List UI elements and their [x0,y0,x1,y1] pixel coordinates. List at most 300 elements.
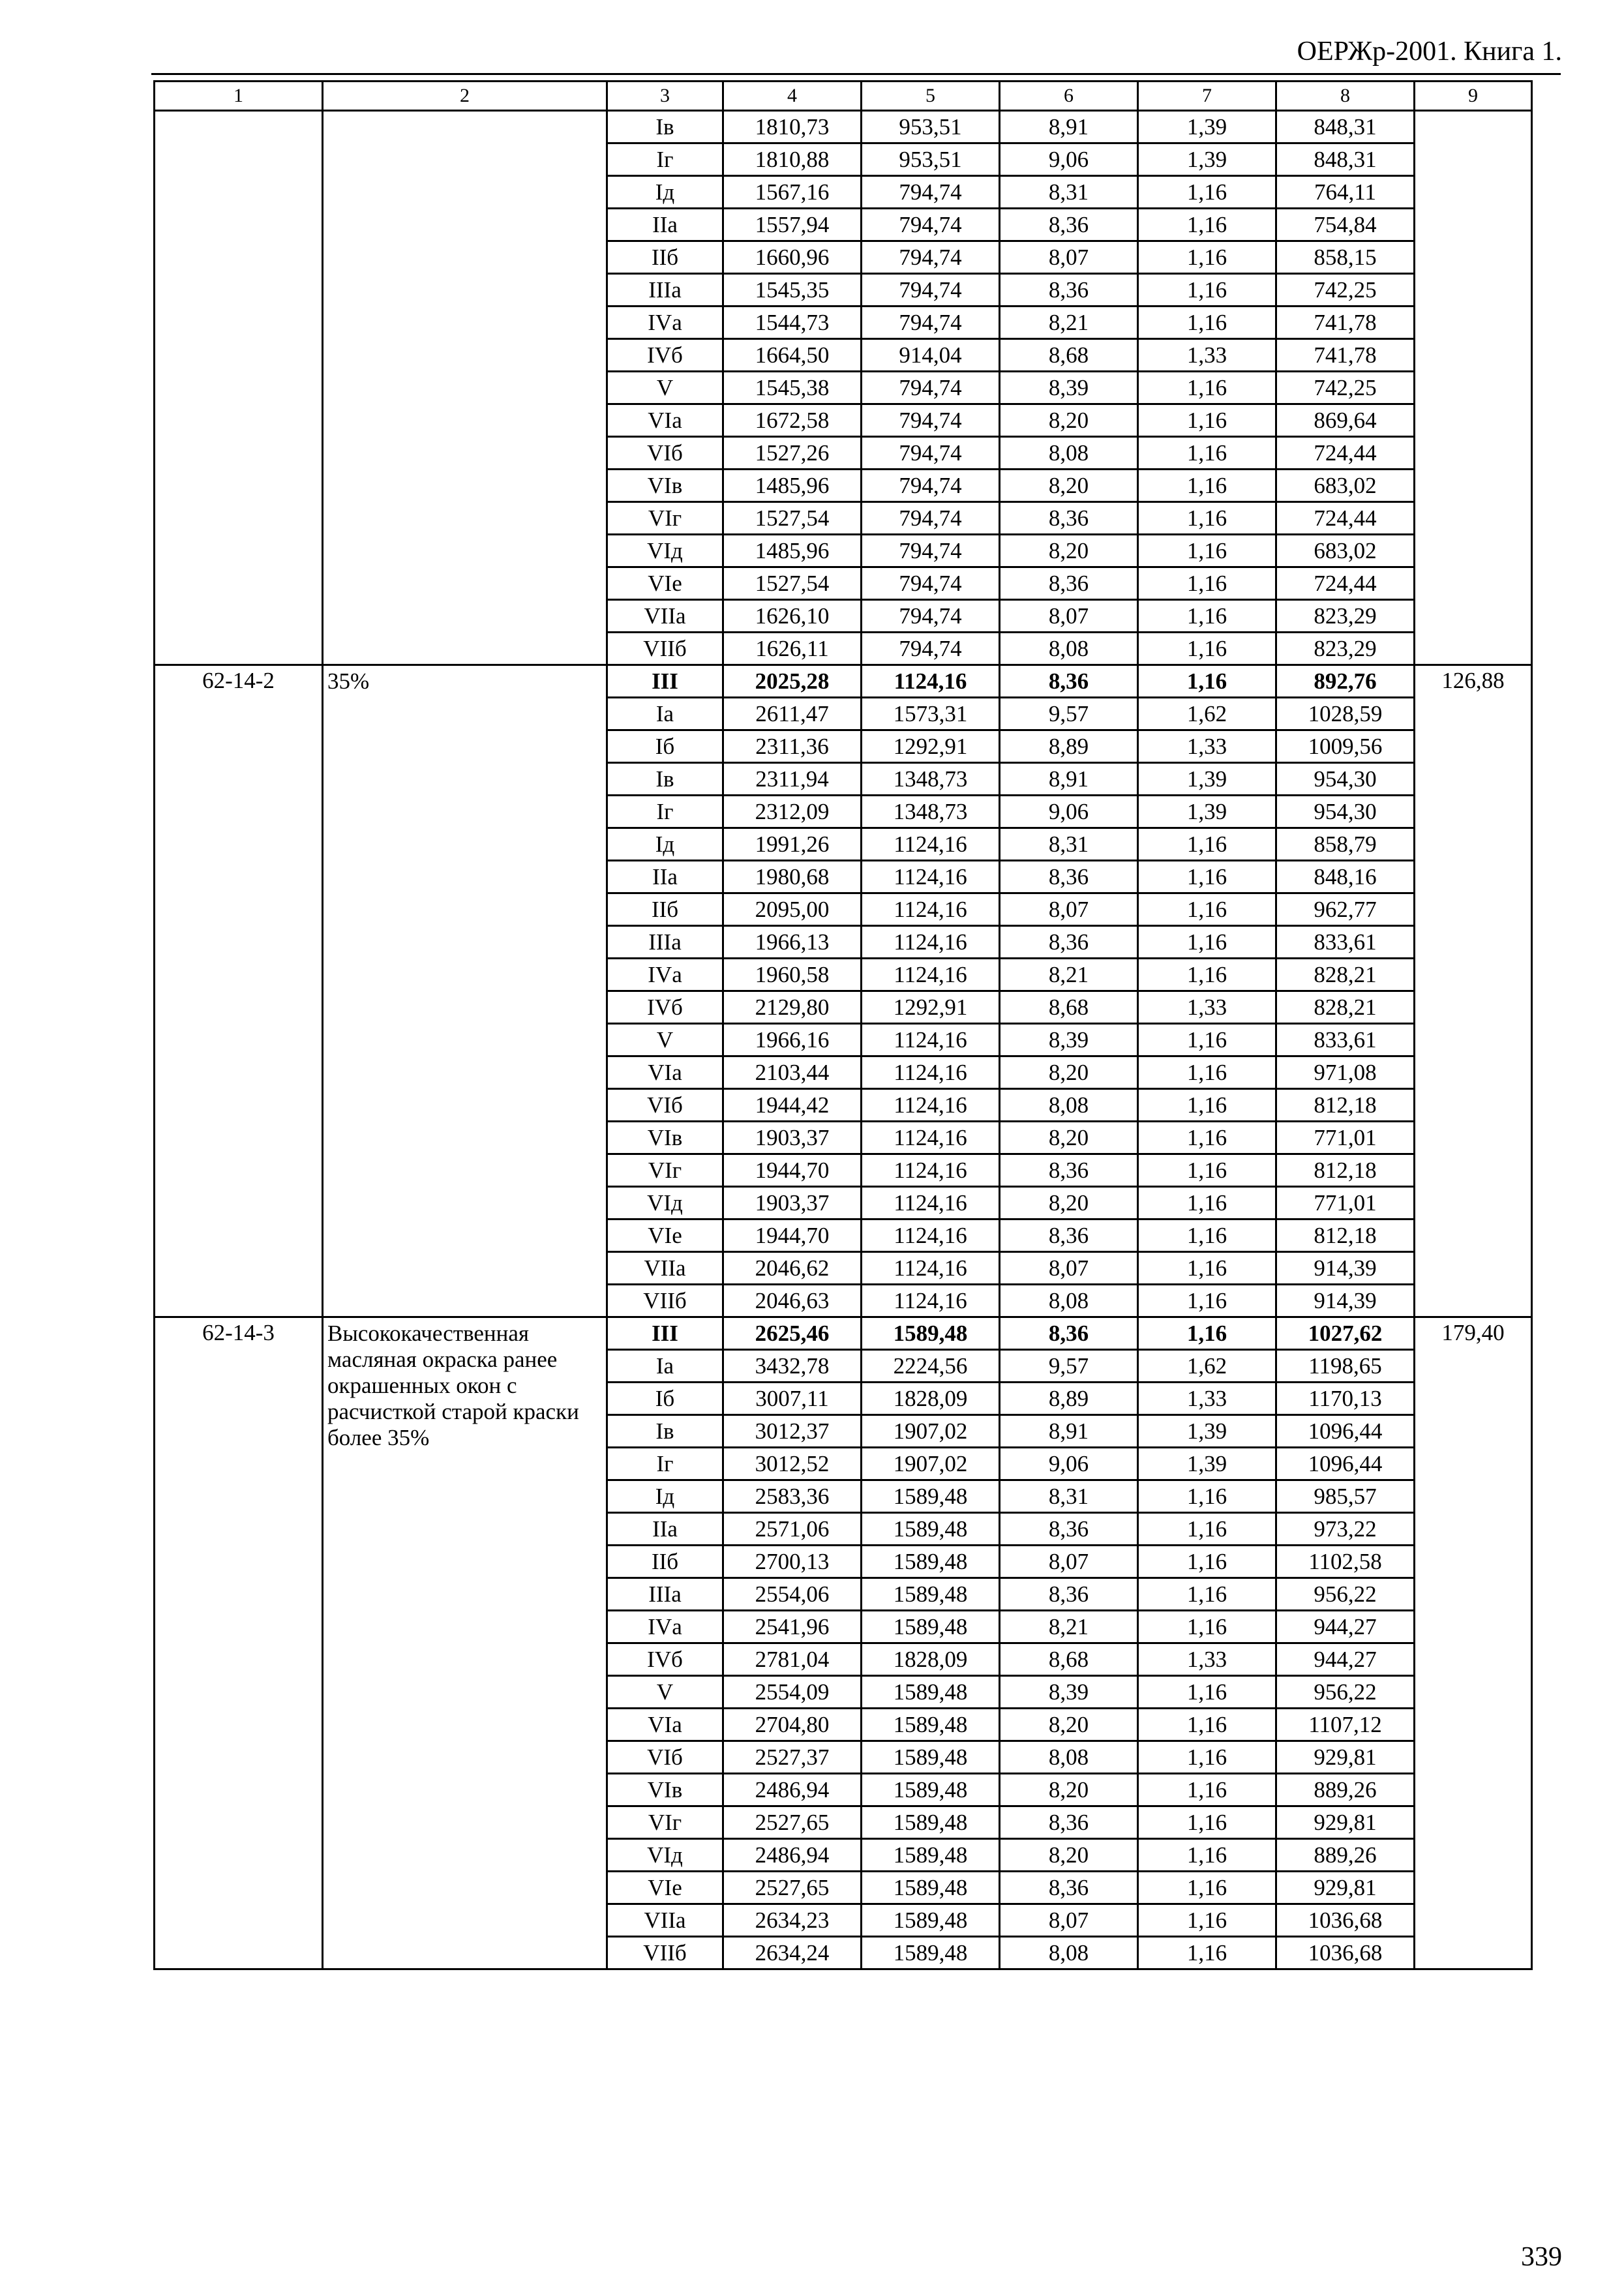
row-value-col4: 2625,46 [723,1317,862,1350]
row-zone-cell: VIб [607,437,723,470]
table-body [155,111,1532,1969]
row-value-col7: 1,16 [1138,1839,1276,1872]
row-value-col5: 1589,48 [862,1839,1000,1872]
row-value-col6: 8,07 [1000,600,1138,633]
header-rule [151,73,1561,75]
row-zone-cell: VIе [607,1219,723,1252]
row-value-col6: 8,36 [1000,1578,1138,1611]
row-value-col5: 1589,48 [862,1937,1000,1969]
row-value-col4: 1903,37 [723,1122,862,1154]
row-value-col7: 1,16 [1138,1285,1276,1317]
row-value-col7: 1,33 [1138,730,1276,763]
row-value-col4: 1810,73 [723,111,862,143]
row-value-col8: 1009,56 [1276,730,1415,763]
row-value-col4: 1527,54 [723,502,862,535]
row-value-col5: 794,74 [862,274,1000,307]
row-value-col4: 2311,36 [723,730,862,763]
row-value-col7: 1,16 [1138,470,1276,502]
row-value-col4: 1980,68 [723,861,862,893]
row-value-col4: 2527,65 [723,1806,862,1839]
row-value-col6: 8,36 [1000,567,1138,600]
row-value-col4: 2486,94 [723,1839,862,1872]
row-value-col7: 1,16 [1138,1676,1276,1709]
row-value-col5: 1124,16 [862,1056,1000,1089]
row-value-col8: 741,78 [1276,339,1415,372]
row-value-col8: 954,30 [1276,796,1415,828]
row-value-col8: 724,44 [1276,437,1415,470]
row-value-col8: 1028,59 [1276,698,1415,730]
row-value-col4: 1527,54 [723,567,862,600]
row-zone-cell: VIг [607,502,723,535]
row-value-col8: 812,18 [1276,1089,1415,1122]
row-zone-cell: VIб [607,1089,723,1122]
row-value-col7: 1,16 [1138,1024,1276,1056]
row-value-col4: 2634,23 [723,1904,862,1937]
row-value-col6: 8,39 [1000,1024,1138,1056]
row-value-col6: 8,20 [1000,404,1138,437]
row-zone-cell: VIе [607,567,723,600]
row-value-col4: 1966,16 [723,1024,862,1056]
row-zone-cell: VIIа [607,600,723,633]
row-zone-cell: IIа [607,209,723,241]
row-value-col6: 8,36 [1000,1219,1138,1252]
row-value-col8: 812,18 [1276,1154,1415,1187]
row-value-col7: 1,39 [1138,1415,1276,1448]
page-number: 339 [1521,2242,1562,2272]
row-zone-cell: VIIб [607,633,723,665]
row-value-col7: 1,16 [1138,502,1276,535]
row-value-col5: 1124,16 [862,665,1000,698]
row-value-col7: 1,16 [1138,372,1276,404]
row-value-col6: 8,36 [1000,1513,1138,1546]
row-zone-cell: VIв [607,470,723,502]
row-value-col8: 985,57 [1276,1480,1415,1513]
row-zone-cell: IVа [607,1611,723,1643]
item-total: 126,88 [1415,665,1532,1317]
row-value-col4: 2046,63 [723,1285,862,1317]
row-zone-cell: VIд [607,535,723,567]
row-value-col5: 794,74 [862,535,1000,567]
row-value-col6: 8,20 [1000,535,1138,567]
row-value-col8: 869,64 [1276,404,1415,437]
row-value-col7: 1,62 [1138,698,1276,730]
row-value-col7: 1,39 [1138,143,1276,176]
row-value-col7: 1,16 [1138,437,1276,470]
row-value-col7: 1,62 [1138,1350,1276,1383]
row-value-col8: 812,18 [1276,1219,1415,1252]
row-value-col8: 956,22 [1276,1676,1415,1709]
row-value-col7: 1,16 [1138,274,1276,307]
row-value-col5: 953,51 [862,111,1000,143]
row-value-col4: 1966,13 [723,926,862,959]
row-value-col8: 823,29 [1276,600,1415,633]
row-value-col6: 8,36 [1000,209,1138,241]
column-header: 4 [723,82,862,111]
row-value-col8: 771,01 [1276,1187,1415,1219]
row-zone-cell: IIа [607,1513,723,1546]
row-value-col7: 1,16 [1138,665,1276,698]
item-description: 35% [323,665,607,1317]
row-value-col8: 833,61 [1276,1024,1415,1056]
row-value-col6: 8,91 [1000,111,1138,143]
row-zone-cell: VIIб [607,1937,723,1969]
item-description: Высококачественная масляная окраска ранее окрашенных окон с расчисткой старой краски более 35% [323,1317,607,1969]
row-value-col6: 8,31 [1000,1480,1138,1513]
row-zone-cell: III [607,665,723,698]
row-value-col4: 1960,58 [723,959,862,991]
row-value-col8: 892,76 [1276,665,1415,698]
column-header: 9 [1415,82,1532,111]
row-value-col6: 8,89 [1000,730,1138,763]
row-value-col5: 1589,48 [862,1774,1000,1806]
row-value-col6: 8,36 [1000,1806,1138,1839]
row-value-col5: 1589,48 [862,1611,1000,1643]
row-value-col7: 1,16 [1138,1056,1276,1089]
row-value-col4: 2704,80 [723,1709,862,1741]
row-value-col5: 1124,16 [862,1252,1000,1285]
column-header: 1 [155,82,323,111]
row-zone-cell: IVб [607,991,723,1024]
row-value-col8: 764,11 [1276,176,1415,209]
row-value-col5: 794,74 [862,600,1000,633]
row-value-col8: 724,44 [1276,502,1415,535]
row-value-col6: 8,36 [1000,502,1138,535]
row-value-col7: 1,16 [1138,1546,1276,1578]
row-zone-cell: V [607,1024,723,1056]
row-value-col8: 889,26 [1276,1774,1415,1806]
row-zone-cell: IIIа [607,274,723,307]
row-value-col4: 2571,06 [723,1513,862,1546]
row-value-col6: 8,39 [1000,1676,1138,1709]
row-zone-cell: IIIа [607,1578,723,1611]
row-zone-cell: VIа [607,404,723,437]
row-value-col8: 1036,68 [1276,1937,1415,1969]
row-value-col8: 929,81 [1276,1806,1415,1839]
row-zone-cell: VIIб [607,1285,723,1317]
row-value-col4: 2103,44 [723,1056,862,1089]
row-value-col8: 833,61 [1276,926,1415,959]
table-header [155,82,1532,111]
row-value-col5: 1589,48 [862,1709,1000,1741]
row-zone-cell: Iд [607,176,723,209]
row-value-col4: 3012,52 [723,1448,862,1480]
row-value-col5: 1828,09 [862,1383,1000,1415]
row-value-col4: 2700,13 [723,1546,862,1578]
row-value-col5: 1124,16 [862,1122,1000,1154]
row-value-col6: 8,36 [1000,926,1138,959]
row-value-col6: 8,07 [1000,1252,1138,1285]
row-value-col5: 1124,16 [862,1089,1000,1122]
table-row [155,665,1532,698]
row-value-col8: 823,29 [1276,633,1415,665]
row-value-col8: 944,27 [1276,1643,1415,1676]
row-zone-cell: Iг [607,1448,723,1480]
row-value-col6: 8,36 [1000,665,1138,698]
row-value-col7: 1,16 [1138,176,1276,209]
row-value-col5: 1124,16 [862,1187,1000,1219]
row-value-col4: 1527,26 [723,437,862,470]
row-value-col7: 1,16 [1138,1904,1276,1937]
row-value-col5: 1589,48 [862,1676,1000,1709]
row-value-col8: 858,15 [1276,241,1415,274]
row-value-col8: 944,27 [1276,1611,1415,1643]
column-number-row [155,82,1532,111]
row-value-col7: 1,16 [1138,633,1276,665]
row-value-col6: 8,89 [1000,1383,1138,1415]
row-value-col7: 1,33 [1138,1383,1276,1415]
row-zone-cell: IIб [607,1546,723,1578]
row-value-col4: 2527,37 [723,1741,862,1774]
row-zone-cell: Iг [607,796,723,828]
row-value-col6: 8,39 [1000,372,1138,404]
row-value-col6: 8,36 [1000,1872,1138,1904]
row-zone-cell: VIд [607,1839,723,1872]
row-value-col6: 8,20 [1000,1709,1138,1741]
row-value-col4: 3012,37 [723,1415,862,1448]
row-value-col4: 2025,28 [723,665,862,698]
row-value-col5: 794,74 [862,209,1000,241]
row-value-col5: 1124,16 [862,828,1000,861]
row-value-col5: 794,74 [862,241,1000,274]
row-value-col5: 794,74 [862,372,1000,404]
row-value-col6: 8,21 [1000,307,1138,339]
row-value-col6: 8,68 [1000,991,1138,1024]
row-value-col6: 8,68 [1000,339,1138,372]
row-value-col5: 1589,48 [862,1578,1000,1611]
row-zone-cell: V [607,372,723,404]
row-value-col6: 8,31 [1000,176,1138,209]
row-value-col4: 2541,96 [723,1611,862,1643]
row-value-col4: 1545,38 [723,372,862,404]
row-value-col6: 8,20 [1000,1122,1138,1154]
row-value-col4: 2129,80 [723,991,862,1024]
row-value-col6: 8,36 [1000,861,1138,893]
row-value-col5: 1907,02 [862,1448,1000,1480]
row-value-col7: 1,16 [1138,1937,1276,1969]
row-value-col7: 1,39 [1138,111,1276,143]
row-value-col4: 2311,94 [723,763,862,796]
row-value-col4: 1664,50 [723,339,862,372]
row-value-col7: 1,16 [1138,1317,1276,1350]
row-value-col6: 8,36 [1000,274,1138,307]
row-value-col4: 1557,94 [723,209,862,241]
row-value-col7: 1,33 [1138,1643,1276,1676]
row-value-col4: 1544,73 [723,307,862,339]
row-value-col7: 1,16 [1138,535,1276,567]
row-value-col4: 2781,04 [723,1643,862,1676]
row-zone-cell: IVа [607,307,723,339]
row-zone-cell: Iд [607,828,723,861]
row-value-col7: 1,16 [1138,1774,1276,1806]
row-value-col5: 794,74 [862,470,1000,502]
row-value-col5: 794,74 [862,437,1000,470]
row-value-col4: 1545,35 [723,274,862,307]
row-value-col8: 956,22 [1276,1578,1415,1611]
row-value-col7: 1,16 [1138,1806,1276,1839]
row-value-col5: 794,74 [862,633,1000,665]
row-value-col8: 973,22 [1276,1513,1415,1546]
row-value-col8: 848,16 [1276,861,1415,893]
row-value-col7: 1,16 [1138,1513,1276,1546]
row-value-col5: 1124,16 [862,1219,1000,1252]
row-value-col4: 2583,36 [723,1480,862,1513]
row-zone-cell: VIг [607,1154,723,1187]
row-value-col8: 954,30 [1276,763,1415,796]
row-value-col4: 2611,47 [723,698,862,730]
row-zone-cell: VIIа [607,1904,723,1937]
row-value-col8: 1107,12 [1276,1709,1415,1741]
row-value-col6: 9,06 [1000,1448,1138,1480]
row-zone-cell: VIе [607,1872,723,1904]
row-zone-cell: VIв [607,1122,723,1154]
row-value-col5: 1124,16 [862,1024,1000,1056]
row-value-col5: 914,04 [862,339,1000,372]
row-value-col6: 8,68 [1000,1643,1138,1676]
item-code: 62-14-3 [155,1317,323,1969]
row-value-col7: 1,16 [1138,828,1276,861]
row-value-col7: 1,16 [1138,600,1276,633]
row-value-col8: 754,84 [1276,209,1415,241]
row-value-col4: 1626,11 [723,633,862,665]
row-value-col7: 1,16 [1138,1578,1276,1611]
row-value-col6: 8,91 [1000,763,1138,796]
row-value-col6: 8,08 [1000,1937,1138,1969]
row-value-col5: 794,74 [862,502,1000,535]
row-value-col7: 1,16 [1138,1252,1276,1285]
row-value-col8: 929,81 [1276,1872,1415,1904]
row-value-col8: 742,25 [1276,274,1415,307]
row-value-col8: 828,21 [1276,991,1415,1024]
column-header: 7 [1138,82,1276,111]
row-value-col4: 1944,70 [723,1219,862,1252]
row-zone-cell: Iд [607,1480,723,1513]
row-value-col8: 724,44 [1276,567,1415,600]
row-zone-cell: VIIа [607,1252,723,1285]
row-value-col7: 1,16 [1138,1480,1276,1513]
row-value-col5: 2224,56 [862,1350,1000,1383]
row-value-col5: 1589,48 [862,1546,1000,1578]
row-zone-cell: IIIа [607,926,723,959]
column-header: 2 [323,82,607,111]
row-value-col8: 929,81 [1276,1741,1415,1774]
row-value-col6: 8,91 [1000,1415,1138,1448]
row-value-col5: 1589,48 [862,1806,1000,1839]
row-zone-cell: IVб [607,1643,723,1676]
row-value-col8: 971,08 [1276,1056,1415,1089]
row-value-col4: 2486,94 [723,1774,862,1806]
row-value-col6: 8,08 [1000,437,1138,470]
row-zone-cell: V [607,1676,723,1709]
row-value-col7: 1,16 [1138,404,1276,437]
row-value-col4: 1944,70 [723,1154,862,1187]
row-value-col4: 2527,65 [723,1872,862,1904]
row-value-col4: 1626,10 [723,600,862,633]
row-value-col7: 1,16 [1138,567,1276,600]
row-value-col5: 1124,16 [862,1154,1000,1187]
row-value-col6: 8,20 [1000,1187,1138,1219]
row-value-col4: 3432,78 [723,1350,862,1383]
row-zone-cell: Iа [607,1350,723,1383]
row-value-col6: 8,07 [1000,1904,1138,1937]
row-value-col7: 1,16 [1138,959,1276,991]
row-value-col4: 1672,58 [723,404,862,437]
row-value-col8: 914,39 [1276,1285,1415,1317]
row-value-col5: 1907,02 [862,1415,1000,1448]
row-value-col4: 3007,11 [723,1383,862,1415]
row-value-col7: 1,39 [1138,763,1276,796]
row-value-col7: 1,33 [1138,991,1276,1024]
row-value-col6: 8,07 [1000,1546,1138,1578]
row-value-col8: 683,02 [1276,535,1415,567]
column-header: 8 [1276,82,1415,111]
row-value-col6: 8,20 [1000,1056,1138,1089]
row-value-col8: 1102,58 [1276,1546,1415,1578]
row-zone-cell: IIб [607,893,723,926]
row-value-col5: 1589,48 [862,1872,1000,1904]
row-value-col7: 1,16 [1138,1872,1276,1904]
document-header: ОЕРЖр-2001. Книга 1. [1297,37,1562,67]
row-zone-cell: VIд [607,1187,723,1219]
row-value-col5: 1589,48 [862,1317,1000,1350]
item-code [155,111,323,665]
row-value-col5: 1573,31 [862,698,1000,730]
row-value-col6: 9,06 [1000,796,1138,828]
row-value-col7: 1,16 [1138,1089,1276,1122]
row-value-col5: 1589,48 [862,1741,1000,1774]
row-value-col8: 1036,68 [1276,1904,1415,1937]
row-value-col6: 8,20 [1000,1839,1138,1872]
row-value-col6: 9,57 [1000,1350,1138,1383]
row-value-col6: 8,08 [1000,633,1138,665]
row-value-col4: 2095,00 [723,893,862,926]
row-value-col4: 1485,96 [723,535,862,567]
row-value-col5: 1348,73 [862,796,1000,828]
row-value-col5: 953,51 [862,143,1000,176]
row-value-col5: 1589,48 [862,1904,1000,1937]
row-value-col8: 1198,65 [1276,1350,1415,1383]
row-value-col5: 794,74 [862,176,1000,209]
row-value-col7: 1,16 [1138,241,1276,274]
row-value-col5: 1828,09 [862,1643,1000,1676]
row-value-col8: 848,31 [1276,111,1415,143]
row-value-col8: 1096,44 [1276,1415,1415,1448]
row-value-col7: 1,39 [1138,796,1276,828]
row-value-col8: 771,01 [1276,1122,1415,1154]
row-value-col4: 2634,24 [723,1937,862,1969]
item-code: 62-14-2 [155,665,323,1317]
row-value-col5: 1124,16 [862,959,1000,991]
row-value-col5: 1124,16 [862,861,1000,893]
item-description [323,111,607,665]
row-zone-cell: III [607,1317,723,1350]
row-zone-cell: Iг [607,143,723,176]
row-value-col4: 1567,16 [723,176,862,209]
row-value-col4: 1991,26 [723,828,862,861]
row-value-col6: 8,20 [1000,1774,1138,1806]
column-header: 5 [862,82,1000,111]
row-zone-cell: Iв [607,763,723,796]
item-total [1415,111,1532,665]
row-value-col8: 848,31 [1276,143,1415,176]
row-value-col5: 1589,48 [862,1480,1000,1513]
row-value-col7: 1,16 [1138,1709,1276,1741]
row-zone-cell: Iб [607,1383,723,1415]
row-value-col6: 8,36 [1000,1154,1138,1187]
row-value-col4: 2312,09 [723,796,862,828]
row-value-col6: 8,07 [1000,241,1138,274]
row-value-col7: 1,16 [1138,307,1276,339]
row-value-col8: 1170,13 [1276,1383,1415,1415]
